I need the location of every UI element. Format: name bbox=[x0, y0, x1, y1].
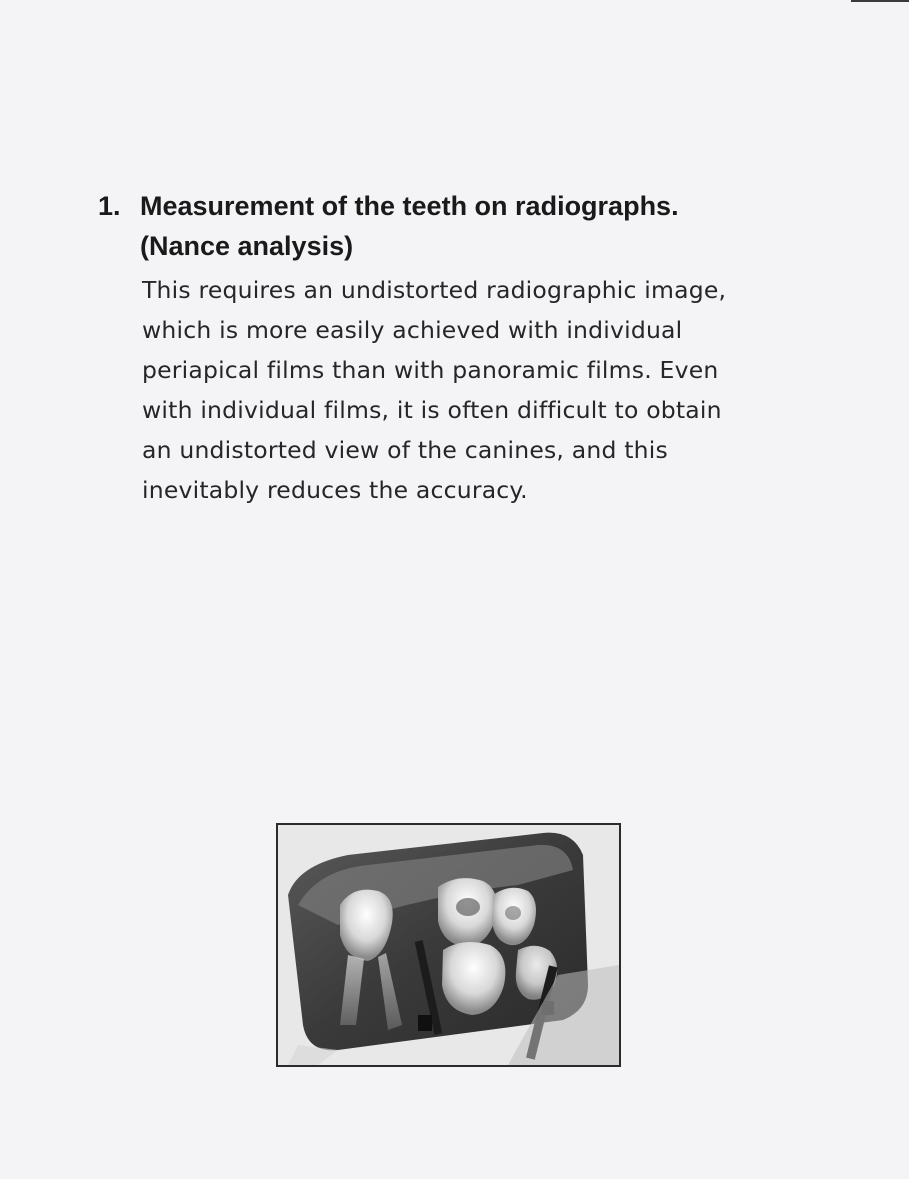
body-line: inevitably reduces the accuracy. bbox=[142, 476, 528, 504]
dental-radiograph-image bbox=[278, 825, 619, 1065]
body-line: which is more easily achieved with individual bbox=[142, 316, 683, 344]
section-number: 1. bbox=[98, 191, 121, 221]
scan-edge-mark bbox=[851, 0, 909, 2]
section-heading bbox=[98, 186, 818, 266]
section-subtitle: (Nance analysis) bbox=[140, 231, 354, 261]
section-body bbox=[142, 270, 818, 510]
nance-analysis-section bbox=[98, 186, 818, 510]
body-line: This requires an undistorted radiographic image, bbox=[142, 276, 727, 304]
body-line: an undistorted view of the canines, and this bbox=[142, 436, 668, 464]
radiograph-figure bbox=[276, 823, 621, 1067]
body-line: periapical films than with panoramic films. Even bbox=[142, 356, 719, 384]
section-title: Measurement of the teeth on radiographs. bbox=[140, 191, 679, 221]
body-line: with individual films, it is often difficult to obtain bbox=[142, 396, 722, 424]
